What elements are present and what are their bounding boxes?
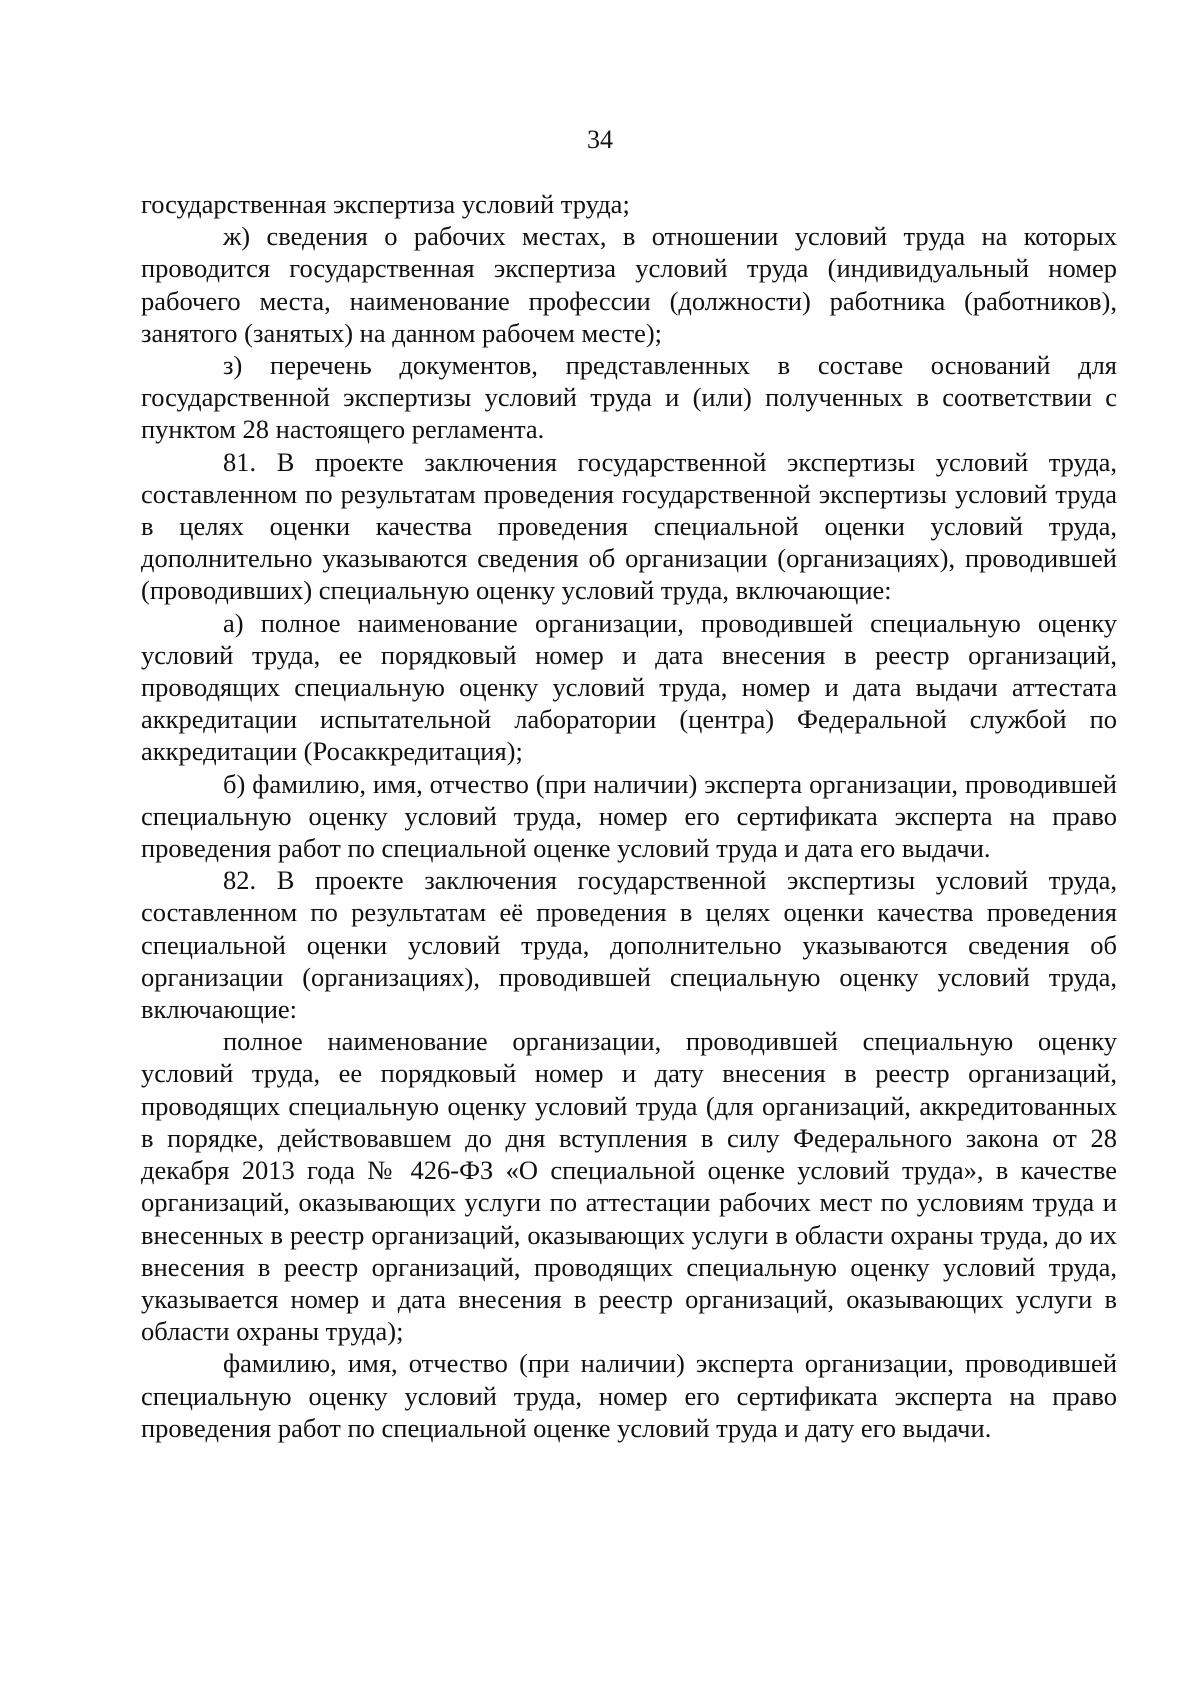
paragraph-item-zh: ж) сведения о рабочих местах, в отношении условий труда на которых проводится государственная экспертиза условий труда (индивидуальный номер рабочего места, наименование профессии (должности) работника (работников), занятого (занятых) на данном рабочем месте);	[141, 221, 1117, 348]
page-number: 34	[587, 125, 613, 154]
paragraph-continuation: государственная экспертиза условий труда;	[141, 189, 630, 219]
paragraph-organization-details: полное наименование организации, проводившей специальную оценку условий труда, ее порядковый номер и дату внесения в реестр организаций, проводящих специальную оценку условий труда (для организаций, аккредитованных в порядке, действовавшем до дня вступления в силу Федерального закона от 28 декабря 2013 года № 426-ФЗ «О специальной оценке условий труда», в качестве организаций, оказывающих услуги по аттестации рабочих мест по условиям труда и внесенных в реестр организаций, оказывающих услуги в области охраны труда, до их внесения в реестр организаций, проводящих специальную оценку условий труда, указывается номер и дата внесения в реестр организаций, оказывающих услуги в области охраны труда);	[141, 1026, 1117, 1347]
paragraph-clause-82: 82. В проекте заключения государственной экспертизы условий труда, составленном по результатам её проведения в целях оценки качества проведения специальной оценки условий труда, дополнительно указываются сведения об организации (организациях), проводившей специальную оценку условий труда, включающие:	[141, 865, 1117, 1025]
paragraph-item-a: а) полное наименование организации, проводившей специальную оценку условий труда, ее порядковый номер и дата внесения в реестр организаций, проводящих специальную оценку условий труда, номер и дата выдачи аттестата аккредитации испытательной лаборатории (центра) Федеральной службой по аккредитации (Росаккредитация);	[141, 607, 1117, 767]
paragraph-clause-81: 81. В проекте заключения государственной экспертизы условий труда, составленном по результатам проведения государственной экспертизы условий труда в целях оценки качества проведения специальной оценки условий труда, дополнительно указываются сведения об организации (организациях), проводившей (проводивших) специальную оценку условий труда, включающие:	[141, 446, 1117, 606]
paragraph-item-z: з) перечень документов, представленных в составе оснований для государственной экспертизы условий труда и (или) полученных в соответствии с пунктом 28 настоящего регламента.	[141, 350, 1117, 445]
paragraph-expert-details: фамилию, имя, отчество (при наличии) эксперта организации, проводившей специальную оценку условий труда, номер его сертификата эксперта на право проведения работ по специальной оценке условий труда и дату его выдачи.	[141, 1348, 1117, 1443]
paragraph-item-b: б) фамилию, имя, отчество (при наличии) эксперта организации, проводившей специальную оценку условий труда, номер его сертификата эксперта на право проведения работ по специальной оценке условий труда и дата его выдачи.	[141, 768, 1117, 864]
document-body	[141, 188, 1117, 1444]
